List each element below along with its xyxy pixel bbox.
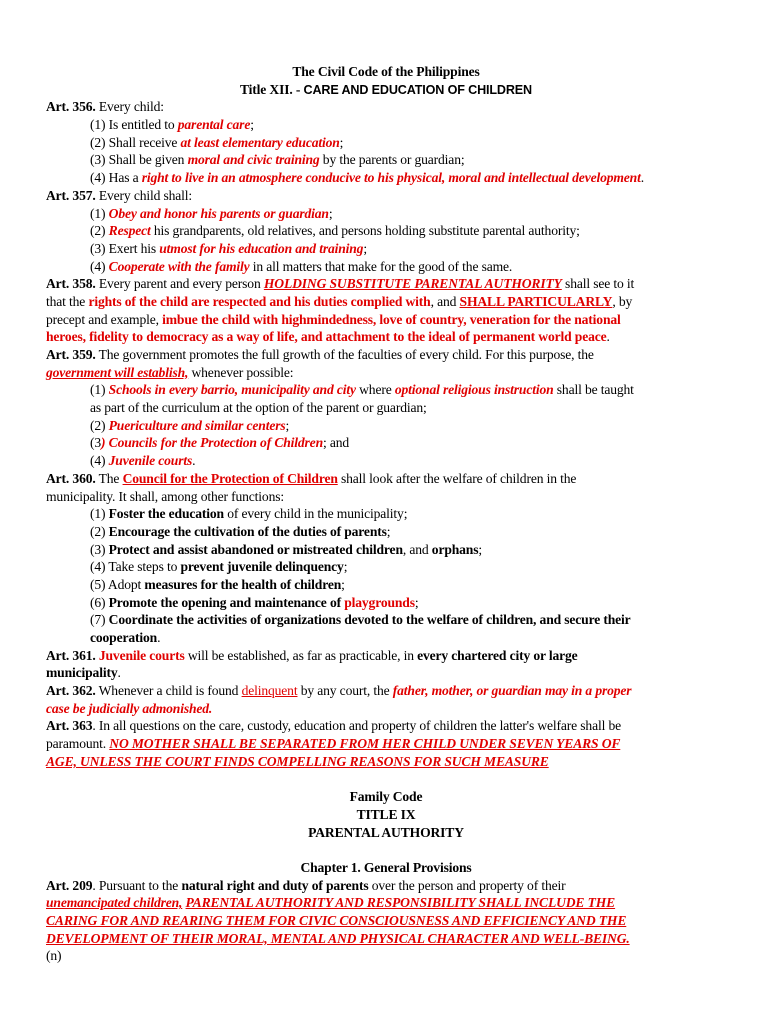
text: . <box>606 329 610 345</box>
text: ; <box>285 417 290 433</box>
text: . <box>640 170 644 186</box>
emphasis: Encourage the cultivation of the duties of parents <box>108 523 387 539</box>
text: (1) <box>90 205 109 221</box>
document-page <box>46 63 726 965</box>
spacer <box>46 771 726 789</box>
emphasis: measures for the health of children <box>144 576 342 592</box>
emphasis: moral and civic training <box>187 152 320 168</box>
art-360-item-7 <box>46 611 726 629</box>
emphasis: father, mother, or guardian may in a proper <box>392 683 632 699</box>
text: (2) <box>90 223 109 239</box>
text: . In all questions on the care, custody, education and property of children the latter's welfare shall be <box>92 718 621 734</box>
art-359-line-1 <box>46 346 726 364</box>
art-360-item-7-cont <box>46 629 726 647</box>
emphasis: heroes, fidelity to democracy as a way of life, and attachment to the ideal of permanent world peace <box>46 329 607 345</box>
text: ; <box>386 523 391 539</box>
emphasis: Foster the education <box>108 506 224 522</box>
chapter-text: Chapter 1. General Provisions <box>300 859 472 875</box>
text: ; and <box>322 435 350 451</box>
title-text: TITLE IX <box>356 806 416 822</box>
emphasis: Council for the Protection of Children <box>122 470 338 486</box>
emphasis: NO MOTHER SHALL BE SEPARATED FROM HER CHILD UNDER SEVEN YEARS OF <box>109 736 621 752</box>
emphasis: HOLDING SUBSTITUTE PARENTAL AUTHORITY <box>263 276 562 292</box>
article-label: Art. 363 <box>46 718 93 734</box>
art-360-item-3 <box>46 541 726 559</box>
emphasis: at least elementary education <box>180 134 340 150</box>
family-code-title <box>46 788 726 806</box>
text: ; <box>343 559 348 575</box>
text: (4) Take steps to <box>90 559 181 575</box>
text: (1) <box>90 506 109 522</box>
art-359-item-1-cont <box>46 399 726 417</box>
chapter-heading <box>46 859 726 877</box>
art-360-item-5 <box>46 576 726 594</box>
emphasis: right to live in an atmosphere conducive to his physical, moral and intellectual development <box>141 170 641 186</box>
text: The government promotes the full growth of the faculties of every child. For this purpose, the <box>95 347 594 362</box>
emphasis: parental care <box>177 117 251 133</box>
art-359-item-1 <box>46 381 726 399</box>
emphasis: Obey and honor his parents or guardian <box>108 205 329 221</box>
art-360-item-4 <box>46 558 726 576</box>
art-361-line-1 <box>46 647 726 665</box>
text: in all matters that make for the good of the same. <box>249 258 513 274</box>
art-358-line-1 <box>46 275 726 293</box>
art-357-heading <box>46 187 726 205</box>
title-text: Family Code <box>349 789 423 805</box>
art-357-item-1 <box>46 205 726 223</box>
text: his grandparents, old relatives, and persons holding substitute parental authority; <box>150 223 580 239</box>
art-356-item-3 <box>46 151 726 169</box>
text: ; <box>339 134 344 150</box>
text: , and <box>402 541 432 557</box>
text: , and <box>430 293 460 309</box>
art-363-line-2 <box>46 735 726 753</box>
text: . <box>117 665 121 681</box>
emphasis: Juvenile courts <box>108 453 193 469</box>
art-209-line-1 <box>46 877 726 895</box>
emphasis: Schools in every barrio, municipality and city <box>108 382 356 398</box>
art-362-line-1 <box>46 682 726 700</box>
text: The <box>95 470 123 486</box>
text: ; <box>478 541 482 557</box>
emphasis: municipality <box>46 665 118 681</box>
text: where <box>355 382 395 398</box>
emphasis: ) Councils for the Protection of Children <box>101 435 323 451</box>
art-362-line-2 <box>46 700 726 718</box>
art-356-item-1 <box>46 116 726 134</box>
text: (4) <box>90 258 109 274</box>
text: shall look after the welfare of children in the <box>337 470 577 486</box>
title-text: The Civil Code of the Philippines <box>292 64 480 79</box>
text: (4) Has a <box>90 170 142 186</box>
article-label: Art. 209 <box>46 877 93 893</box>
emphasis: DEVELOPMENT OF THEIR MORAL, MENTAL AND PHYSICAL CHARACTER AND WELL-BEING. <box>46 930 630 946</box>
emphasis: Respect <box>108 223 151 239</box>
text: by the parents or guardian; <box>319 152 465 168</box>
text: , by <box>612 293 633 309</box>
text: municipality. It shall, among other functions: <box>46 488 284 504</box>
text: ; <box>414 594 419 610</box>
emphasis: SHALL PARTICULARLY <box>459 293 613 309</box>
emphasis: prevent juvenile delinquency <box>180 559 344 575</box>
art-360-item-6 <box>46 594 726 612</box>
emphasis: Juvenile courts <box>98 647 185 663</box>
emphasis: orphans <box>431 541 479 557</box>
art-363-line-1 <box>46 717 726 735</box>
emphasis: delinquent <box>241 683 298 699</box>
text: . <box>157 630 161 645</box>
text: (1) Is entitled to <box>90 117 178 133</box>
art-359-item-3 <box>46 434 726 452</box>
text: whenever possible: <box>188 364 294 380</box>
text: will be established, as far as practicable, in <box>184 647 418 663</box>
art-359-line-2 <box>46 364 726 382</box>
text: paramount. <box>46 736 110 752</box>
text: (6) <box>90 594 109 610</box>
article-label: Art. 358. <box>46 276 96 292</box>
art-357-item-2 <box>46 222 726 240</box>
text: over the person and property of their <box>368 877 566 893</box>
art-360-item-2 <box>46 523 726 541</box>
spacer <box>46 841 726 859</box>
article-label: Art. 362. <box>46 683 96 699</box>
text: (4) <box>90 453 109 469</box>
text: . <box>192 453 196 469</box>
text: by any court, the <box>297 683 393 699</box>
text: (2) <box>90 523 109 539</box>
emphasis: Puericulture and similar centers <box>108 417 286 433</box>
emphasis: Promote the opening and maintenance of <box>108 594 345 610</box>
text: (2) <box>90 417 109 433</box>
family-code-title-3 <box>46 824 726 842</box>
text: (n) <box>46 948 62 964</box>
art-358-line-3 <box>46 311 726 329</box>
article-label: Art. 356. <box>46 99 96 115</box>
text: shall see to it <box>561 276 635 292</box>
art-209-line-5 <box>46 947 726 965</box>
art-357-item-4 <box>46 258 726 276</box>
text: (3) Shall be given <box>90 152 188 168</box>
art-356-heading <box>46 98 726 116</box>
art-361-line-2 <box>46 664 726 682</box>
art-360-line-2 <box>46 488 726 506</box>
art-360-line-1 <box>46 470 726 488</box>
emphasis: AGE, UNLESS THE COURT FINDS COMPELLING REASONS FOR SUCH MEASURE <box>46 753 549 769</box>
art-358-line-2 <box>46 293 726 311</box>
emphasis: PARENTAL AUTHORITY AND RESPONSIBILITY SHALL INCLUDE THE <box>185 895 616 911</box>
article-text: Every child shall: <box>95 187 193 203</box>
emphasis: natural right and duty of parents <box>181 877 369 893</box>
art-358-line-4 <box>46 328 726 346</box>
emphasis: unemancipated children, <box>46 895 183 911</box>
emphasis: Cooperate with the family <box>108 258 250 274</box>
art-209-line-4 <box>46 930 726 948</box>
emphasis: imbue the child with highmindedness, love of country, veneration for the national <box>162 311 621 327</box>
art-356-item-4 <box>46 169 726 187</box>
emphasis: Protect and assist abandoned or mistreated children <box>108 541 403 557</box>
emphasis: utmost for his education and training <box>159 240 364 256</box>
emphasis: case be judicially admonished. <box>46 700 213 716</box>
article-label: Art. 357. <box>46 187 96 203</box>
art-359-item-2 <box>46 417 726 435</box>
article-text: Every child: <box>95 99 164 115</box>
text: ; <box>328 205 333 221</box>
emphasis: every chartered city or large <box>417 647 578 663</box>
text: that the <box>46 293 89 309</box>
text: Every parent and every person <box>95 276 264 292</box>
art-209-line-3 <box>46 912 726 930</box>
text: as part of the curriculum at the option of the parent or guardian; <box>90 400 427 416</box>
text: of every child in the municipality; <box>223 506 408 522</box>
emphasis: government will establish, <box>46 364 189 380</box>
art-209-line-2 <box>46 894 726 912</box>
emphasis: CARING FOR AND REARING THEM FOR CIVIC CONSCIOUSNESS AND EFFICIENCY AND THE <box>46 913 627 928</box>
text: ; <box>250 117 254 133</box>
art-359-item-4 <box>46 452 726 470</box>
art-356-item-2 <box>46 134 726 152</box>
emphasis: cooperation <box>90 630 158 645</box>
emphasis: Coordinate the activities of organizations devoted to the welfare of children, and secure their <box>108 612 631 628</box>
title-text: PARENTAL AUTHORITY <box>308 824 464 840</box>
subtitle-caps: CARE AND EDUCATION OF CHILDREN <box>303 82 532 97</box>
family-code-title-2 <box>46 806 726 824</box>
article-label: Art. 359. <box>46 347 96 362</box>
document-title <box>46 63 726 81</box>
art-357-item-3 <box>46 240 726 258</box>
text: precept and example, <box>46 311 163 327</box>
article-label: Art. 361. <box>46 647 96 663</box>
text: (7) <box>90 612 109 628</box>
emphasis: optional religious instruction <box>394 382 554 398</box>
emphasis: rights of the child are respected and his duties complied with <box>88 293 431 309</box>
text: (3 <box>90 435 102 451</box>
text: shall be taught <box>553 382 634 398</box>
text: (3) <box>90 541 109 557</box>
text: (1) <box>90 382 109 398</box>
text: ; <box>363 240 367 256</box>
art-360-item-1 <box>46 505 726 523</box>
text: Whenever a child is found <box>95 683 242 699</box>
text: (2) Shall receive <box>90 134 181 150</box>
subtitle-prefix: Title XII. - <box>240 81 304 97</box>
emphasis: playgrounds <box>344 594 415 610</box>
art-363-line-3 <box>46 753 726 771</box>
text: (5) Adopt <box>90 576 145 592</box>
document-subtitle <box>46 81 726 99</box>
text: . Pursuant to the <box>92 877 182 893</box>
text: (3) Exert his <box>90 240 160 256</box>
article-label: Art. 360. <box>46 470 96 486</box>
text: ; <box>341 576 345 592</box>
